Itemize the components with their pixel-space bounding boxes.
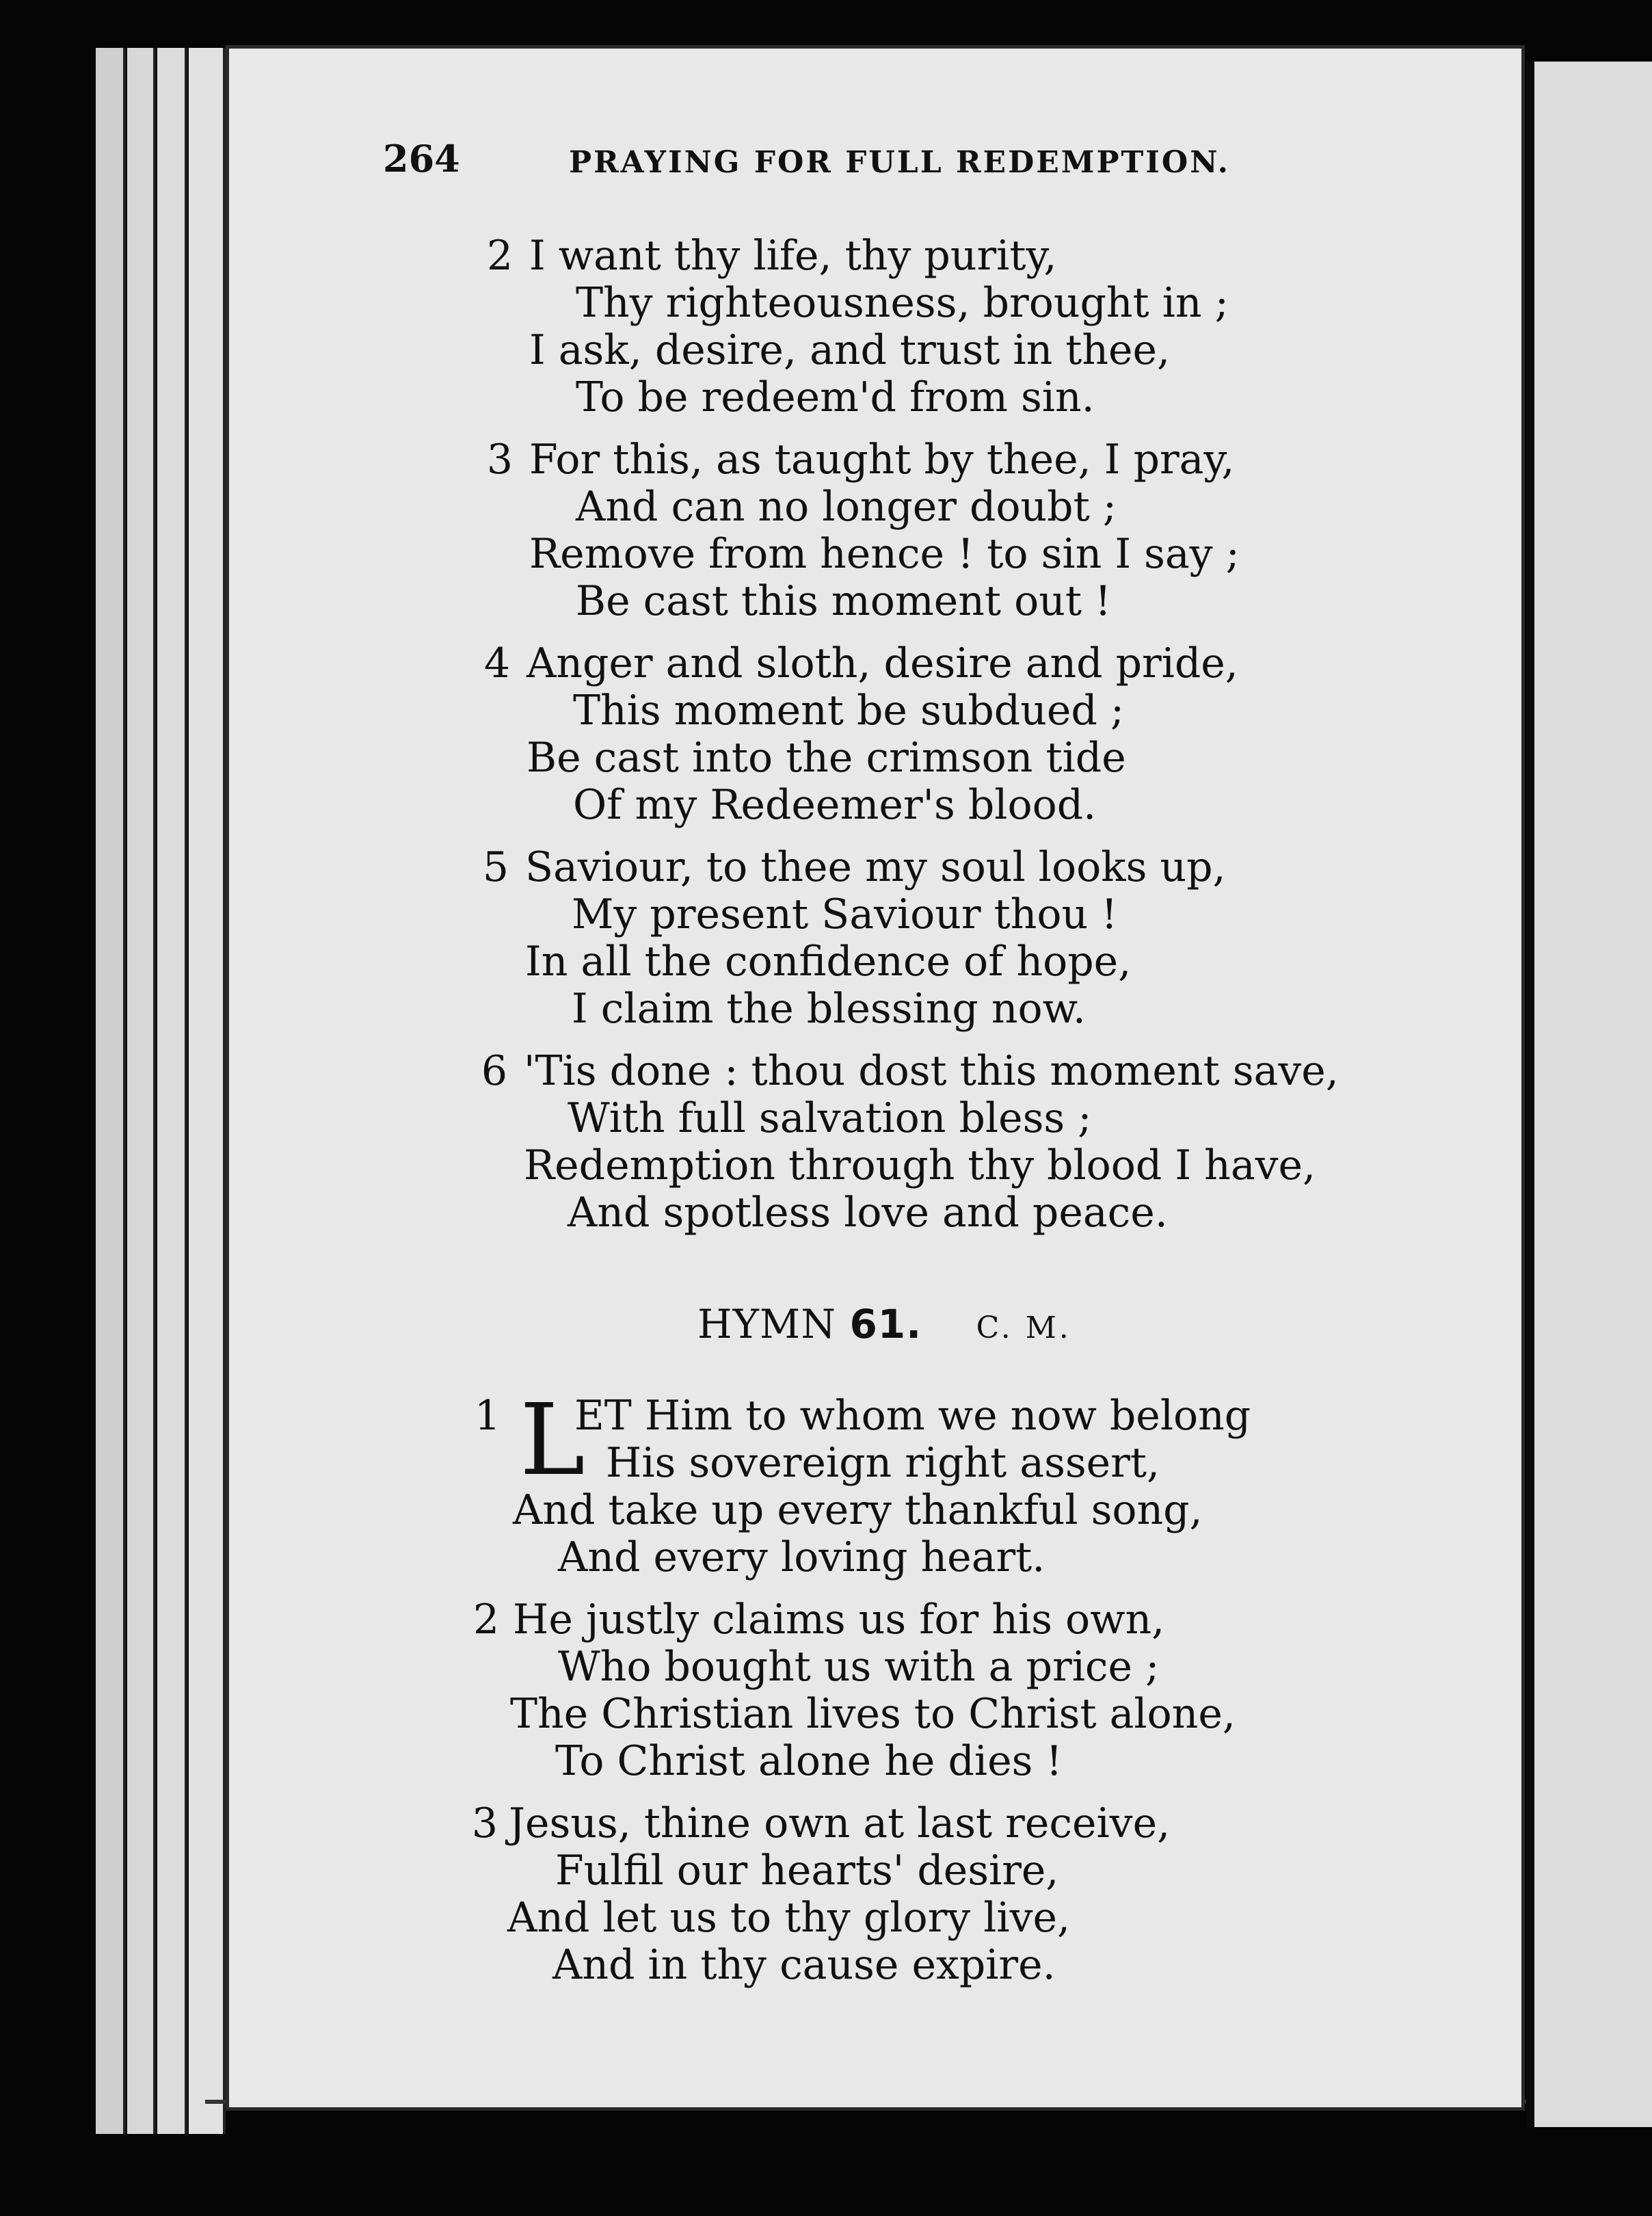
verse-line: Of my Redeemer's blood. [573, 781, 1097, 829]
verse-line: Remove from hence ! to sin I say ; [529, 530, 1240, 578]
stanza-1 [465, 1382, 1251, 1581]
verse-line: In all the confidence of hope, [525, 938, 1132, 986]
verse-line: Redemption through thy blood I have, [524, 1142, 1316, 1189]
verse-line: And can no longer doubt ; [576, 483, 1117, 531]
verse-line: To be redeem'd from sin. [576, 373, 1095, 421]
stanza-4 [472, 640, 1339, 829]
stanza-number: 4 [483, 639, 510, 687]
verse-line: Be cast this moment out ! [576, 577, 1112, 625]
verse-line: For this, as taught by thee, I pray, [529, 436, 1235, 484]
stanza-number: 5 [482, 843, 509, 891]
book-edge [189, 48, 226, 2134]
stanza-number: 2 [472, 1596, 499, 1644]
book-edge [157, 48, 187, 2134]
verse-line: And spotless love and peace. [568, 1189, 1168, 1237]
stanza-number: 2 [486, 232, 513, 280]
verse-line: And let us to thy glory live, [507, 1894, 1071, 1942]
verse-line: And in thy cause expire. [552, 1941, 1056, 1989]
verse-line: With full salvation bless ; [568, 1094, 1092, 1142]
page-header [383, 137, 1272, 192]
hymn-prev-body [472, 233, 1339, 1252]
hymn-meter: C. M. [976, 1310, 1071, 1345]
stanza-number: 3 [486, 436, 513, 484]
stanza-3 [472, 436, 1339, 625]
stanza-5 [472, 844, 1339, 1033]
verse-line: This moment be subdued ; [573, 687, 1125, 735]
verse-line: Thy righteousness, brought in ; [576, 279, 1229, 327]
verse-line: The Christian lives to Christ alone, [510, 1690, 1236, 1738]
verse-line: And take up every thankful song, [513, 1486, 1203, 1534]
facing-page [1526, 62, 1652, 2127]
verse-line: I want thy life, thy purity, [529, 232, 1057, 280]
hymn-title [697, 1301, 1071, 1347]
stanza-3 [465, 1800, 1251, 1989]
stanza-number: 3 [471, 1799, 498, 1847]
hymn-61-body [465, 1382, 1251, 2004]
hymn-title-word: HYMN [697, 1301, 837, 1347]
verse-line: ET Him to whom we now belong [574, 1392, 1251, 1440]
verse-line: I ask, desire, and trust in thee, [529, 326, 1171, 374]
page-number: 264 [383, 137, 460, 181]
verse-line: 'Tis done : thou dost this moment save, [524, 1047, 1339, 1095]
book-edge [96, 48, 126, 2134]
hymn-number: 61. [849, 1301, 922, 1347]
verse-line: My present Saviour thou ! [572, 891, 1118, 938]
drop-cap: L [520, 1382, 585, 1497]
stanza-6 [472, 1048, 1339, 1237]
stanza-2 [465, 1596, 1251, 1785]
verse-line: He justly claims us for his own, [513, 1596, 1165, 1644]
stanza-number: 6 [481, 1047, 507, 1095]
book-edge [127, 48, 156, 2134]
verse-line: I claim the blessing now. [572, 985, 1086, 1033]
verse-line: Be cast into the crimson tide [527, 734, 1126, 782]
stanza-number: 1 [474, 1392, 501, 1440]
verse-line: Jesus, thine own at last receive, [509, 1799, 1171, 1847]
running-head: PRAYING FOR FULL REDEMPTION. [569, 145, 1230, 180]
verse-line: Fulfil our hearts' desire, [555, 1847, 1059, 1895]
verse-line: His sovereign right assert, [606, 1439, 1160, 1487]
verse-line: Saviour, to thee my soul looks up, [525, 843, 1226, 891]
verse-line: Who bought us with a price ; [558, 1643, 1160, 1691]
verse-line: To Christ alone he dies ! [555, 1737, 1063, 1785]
verse-line: And every loving heart. [558, 1533, 1045, 1581]
verse-line: Anger and sloth, desire and pride, [527, 639, 1238, 687]
stanza-2 [472, 233, 1339, 421]
